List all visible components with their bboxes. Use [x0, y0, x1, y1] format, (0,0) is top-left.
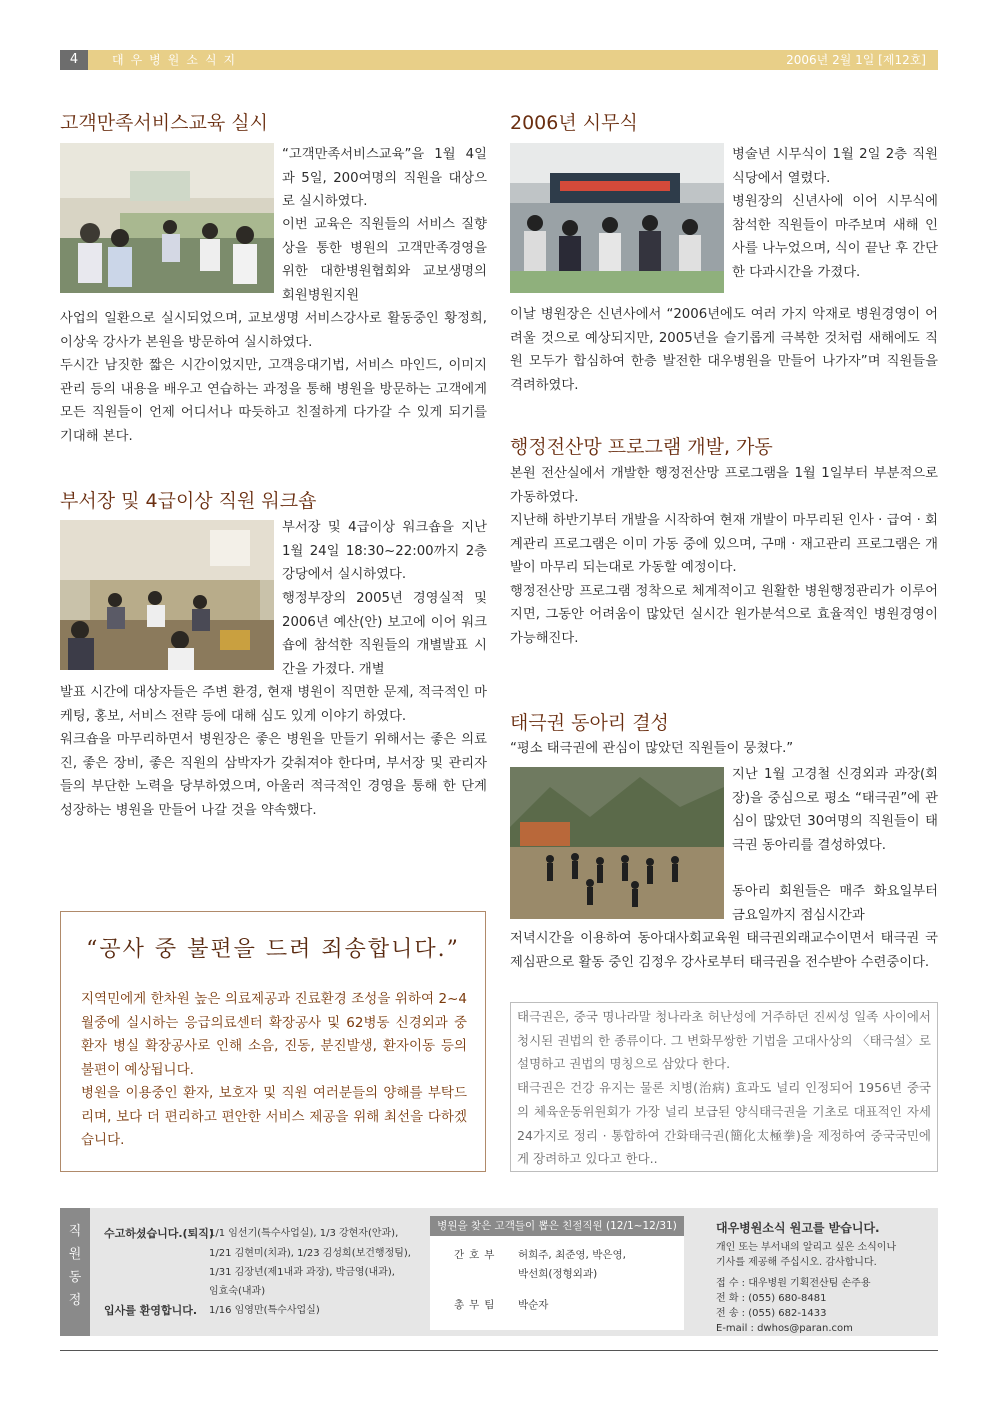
- bottom-rule: [60, 1350, 938, 1351]
- retired-label: 수고하셨습니다.(퇴직): [104, 1227, 214, 1240]
- contact-email[interactable]: E-mail : dwhos@paran.com: [716, 1323, 853, 1334]
- staff-tab-char: 직: [68, 1224, 82, 1239]
- construction-notice: [60, 911, 486, 1172]
- ceremony-paragraph-3: 이날 병원장은 신년사에서 “2006년에도 여러 가지 악재로 병원경영이 어려울 것으로 예상되지만, 2005년을 슬기롭게 극복한 것처럼 새해에도 직원 모두가 합심하여 한층 발전한 대우병원을 만들어 나가자”며 직원들을 격려하였다.: [510, 307, 938, 393]
- page-number: 4: [60, 50, 88, 70]
- cs-training-paragraph-2-end: 사업의 일환으로 실시되었으며, 교보생명 서비스강사로 활동중인 황정희, 이상욱 강사가 본원을 방문하여 실시하였다.: [60, 311, 487, 350]
- workshop-paragraph-3: 워크숍을 마무리하면서 병원장은 좋은 병원을 만들기 위해서는 좋은 의료진, 좋은 장비, 좋은 직원의 삼박자가 갖춰져야 한다며, 부서장 및 관리자들의 부단한 노력을 당부하였으며, 아울러 적극적인 경영을 통해 한 단계 성장하는 병원을 만들어 나갈 것을 약속했다.: [60, 732, 487, 818]
- photo-training-session: [60, 143, 274, 293]
- notice-paragraph-1: 지역민에게 한차원 높은 의료제공과 진료환경 조성을 위하여 2~4월중에 실시하는 응급의료센터 확장공사 및 62병동 신경외과 중환자 병실 확장공사로 인해 소음, 진동, 분진발생, 환자이동 등의 불편이 예상됩니다.: [81, 991, 467, 1078]
- kind-staff-names: 박순자: [518, 1299, 549, 1311]
- article-title-opening-ceremony: 2006년 시무식: [510, 112, 638, 134]
- contribution-desc: 개인 또는 부서내의 알리고 싶은 소식이나: [716, 1242, 897, 1253]
- taichi-paragraph-2-start: 동아리 회원들은 매주 화요일부터 금요일까지 점심시간과: [732, 884, 938, 923]
- contribution-desc: 기사를 제공해 주십시오. 감사합니다.: [716, 1257, 877, 1268]
- retired-line: 임효숙(내과): [209, 1286, 266, 1297]
- kind-staff-row: [430, 1246, 684, 1286]
- cs-training-paragraph-1: “고객만족서비스교육”을 1월 4일과 5일, 200여명의 직원을 대상으로 실시하였다.: [282, 147, 487, 209]
- notice-paragraph-2: 병원을 이용중인 환자, 보호자 및 직원 여러분들의 양해를 부탁드리며, 보다 더 편리하고 편안한 서비스 제공을 위해 최선을 다하겠습니다.: [81, 1085, 467, 1148]
- photo-taichi-practice: [510, 767, 724, 919]
- photo-opening-ceremony: [510, 143, 724, 293]
- kind-staff-header: 병원을 찾은 고객들이 뽑은 친절직원 (12/1~12/31): [430, 1216, 684, 1236]
- hired-line: 1/16 임영만(특수사업실): [209, 1305, 320, 1316]
- staff-news-footer: [60, 1208, 938, 1336]
- staff-changes: [104, 1224, 411, 1321]
- admin-paragraph-2: 지난해 하반기부터 개발을 시작하여 현재 개발이 마무리된 인사 · 급여 · 회계관리 프로그램은 이미 가동 중에 있으며, 구매 · 재고관리 프로그램은 개발이 마무리 되는대로 가동할 예정이다.: [510, 513, 938, 575]
- cs-training-paragraph-2-start: 이번 교육은 직원들의 서비스 질향상을 통한 병원의 고객만족경영을 위한 대한병원협회와 교보생명의 회원병원지원: [282, 217, 487, 303]
- retired-line: 1/21 김현미(치과), 1/23 김성희(보건행정팀),: [209, 1248, 411, 1259]
- article-title-admin-program: 행정전산망 프로그램 개발, 가동: [510, 436, 773, 458]
- contact-fax: 전 송 : (055) 682-1433: [716, 1308, 827, 1319]
- contact-phone: 전 화 : (055) 680-8481: [716, 1293, 827, 1304]
- workshop-paragraph-2-start: 행정부장의 2005년 경영실적 및 2006년 예산(안) 보고에 이어 워크숍에 참석한 직원들의 개별발표 시간을 가졌다. 개별: [282, 591, 487, 677]
- contribution-title: 대우병원소식 원고를 받습니다.: [716, 1221, 880, 1235]
- ceremony-paragraph-1: 병술년 시무식이 1월 2일 2층 직원식당에서 열렸다.: [732, 147, 938, 186]
- article-title-cs-training: 고객만족서비스교육 실시: [60, 112, 268, 134]
- taichi-info-paragraph-2: 태극권은 건강 유지는 물론 치병(治病) 효과도 널리 인정되어 1956년 중국의 체육운동위원회가 가장 널리 보급된 양식태극권을 기초로 대표적인 자세 24가지로 정리 · 통합하여 간화태극권(簡化太極拳)을 제정하여 중국국민에게 장려하고 있다고 한다..: [517, 1080, 931, 1167]
- kind-staff-names: 허희주, 최준영, 박은영,: [518, 1249, 626, 1261]
- staff-tab-char: 원: [68, 1247, 82, 1262]
- article-title-workshop: 부서장 및 4급이상 직원 워크숍: [60, 490, 317, 512]
- retired-line: 1/1 임선기(특수사업실), 1/3 강현자(안과),: [209, 1228, 399, 1239]
- kind-staff-dept: 총무팀: [454, 1299, 500, 1311]
- taichi-info-box: [510, 1002, 938, 1172]
- kind-staff-dept: 간호부: [454, 1249, 500, 1261]
- kind-staff-box: [430, 1216, 684, 1330]
- kind-staff-names: 박선희(정형외과): [518, 1268, 598, 1280]
- staff-news-tab: [60, 1208, 90, 1336]
- photo-workshop: [60, 520, 274, 670]
- issue-date: 2006년 2월 1일 [제12호]: [786, 53, 926, 67]
- workshop-paragraph-1: 부서장 및 4급이상 워크숍을 지난 1월 24일 18:30~22:00까지 2층 강당에서 실시하였다.: [282, 520, 487, 582]
- staff-tab-char: 정: [68, 1293, 82, 1308]
- newsletter-name: 대우병원소식지: [112, 53, 243, 67]
- ceremony-paragraph-2: 병원장의 신년사에 이어 시무식에 참석한 직원들이 마주보며 새해 인사를 나누었으며, 식이 끝난 후 간단한 다과시간을 가졌다.: [732, 194, 938, 280]
- staff-tab-char: 동: [68, 1270, 82, 1285]
- admin-paragraph-1: 본원 전산실에서 개발한 행정전산망 프로그램을 1월 1일부터 부분적으로 가동하였다.: [510, 466, 938, 505]
- kind-staff-row: [430, 1296, 684, 1316]
- hired-label: 입사를 환영합니다.: [104, 1304, 198, 1317]
- workshop-paragraph-2-end: 발표 시간에 대상자들은 주변 환경, 현재 병원이 직면한 문제, 적극적인 마케팅, 홍보, 서비스 전략 등에 대해 심도 있게 이야기 하였다.: [60, 685, 487, 724]
- contact-reception: 접 수 : 대우병원 기획전산팀 손주용: [716, 1278, 871, 1289]
- taichi-paragraph-1: 지난 1월 고경철 신경외과 과장(회장)을 중심으로 평소 “태극권”에 관심이 많았던 30여명의 직원들이 태극권 동아리를 결성하였다.: [732, 767, 938, 853]
- notice-title: “공사 중 불편을 드려 죄송합니다.”: [86, 937, 460, 962]
- contribution-notice: [716, 1218, 936, 1336]
- admin-paragraph-3: 행정전산망 프로그램 정착으로 체계적이고 원활한 병원행정관리가 이루어지면, 그동안 어려움이 많았던 실시간 원가분석으로 효율적인 병원경영이 가능해진다.: [510, 583, 938, 646]
- taichi-paragraph-2-end: 저녁시간을 이용하여 동아대사회교육원 태극권외래교수이면서 태극권 국제심판으로 활동 중인 김정우 강사로부터 태극권을 전수받아 수련중이다.: [510, 931, 938, 970]
- retired-line: 1/31 김장년(제1내과 과장), 박금영(내과),: [209, 1267, 395, 1278]
- taichi-lead: “평소 태극권에 관심이 많았던 직원들이 뭉쳤다.”: [510, 741, 794, 756]
- taichi-info-paragraph-1: 태극권은, 중국 명나라말 청나라초 허난성에 거주하던 진씨성 일족 사이에서 청시된 권법의 한 종류이다. 그 변화무쌍한 기법을 고대사상의 〈태극설〉로 설명하고 권법의 명칭으로 삼았다 한다.: [517, 1009, 931, 1072]
- cs-training-paragraph-3: 두시간 남짓한 짧은 시간이었지만, 고객응대기법, 서비스 마인드, 이미지 관리 등의 내용을 배우고 연습하는 과정을 통해 병원을 방문하는 고객에게 모든 직원들이 언제 어디서나 따듯하고 친절하게 다가갈 수 있게 되기를 기대해 본다.: [60, 358, 487, 444]
- article-title-taichi-club: 태극권 동아리 결성: [510, 712, 669, 734]
- page-header: [60, 50, 938, 70]
